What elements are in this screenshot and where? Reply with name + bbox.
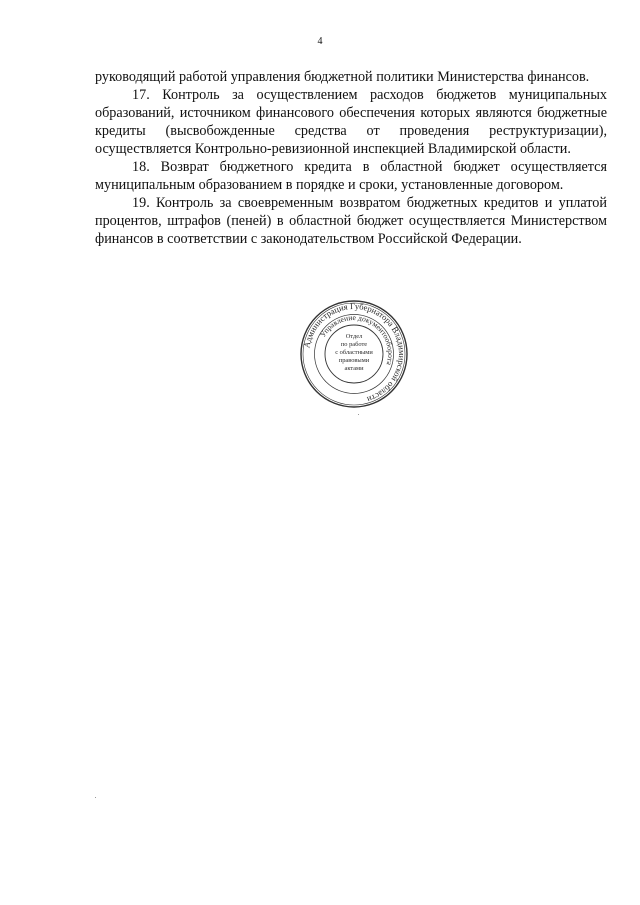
scan-speck [95,797,96,798]
stamp-center-line-3: с областными [335,349,373,356]
stamp-outer-ring-text: Администрация Губернатора Владимирской области [301,300,408,405]
scan-speck [358,414,359,415]
paragraph-18: 18. Возврат бюджетного кредита в областной бюджет осуществляется муниципальным образованием в порядке и сроки, установленные договором. [95,159,607,193]
paragraph-19: 19. Контроль за своевременным возвратом бюджетных кредитов и уплатой процентов, штрафов (пеней) в областной бюджет осуществляется Министерством финансов в соответствии с законодательством Российской Федерации. [95,195,607,247]
stamp-inner-ring-text: Управление документооборота [318,312,396,367]
document-body [95,68,607,248]
paragraph-17: 17. Контроль за осуществлением расходов бюджетов муниципальных образований, источником финансового обеспечения которых являются бюджетные кредиты (высвобожденные средства от проведения реструктуризации), осуществляется Контрольно-ревизионной инспекцией Владимирской области. [95,87,607,157]
stamp-graphic [299,299,409,409]
page-number: 4 [317,36,323,47]
stamp-center-line-4: правовыми [338,357,370,364]
stamp-center-line-2: по работе [340,341,368,348]
stamp-center-line-1: Отдел [345,333,363,340]
official-stamp [299,299,409,409]
stamp-center-line-5: актами [344,365,364,372]
paragraph-continuation: руководящий работой управления бюджетной политики Министерства финансов. [95,69,590,85]
